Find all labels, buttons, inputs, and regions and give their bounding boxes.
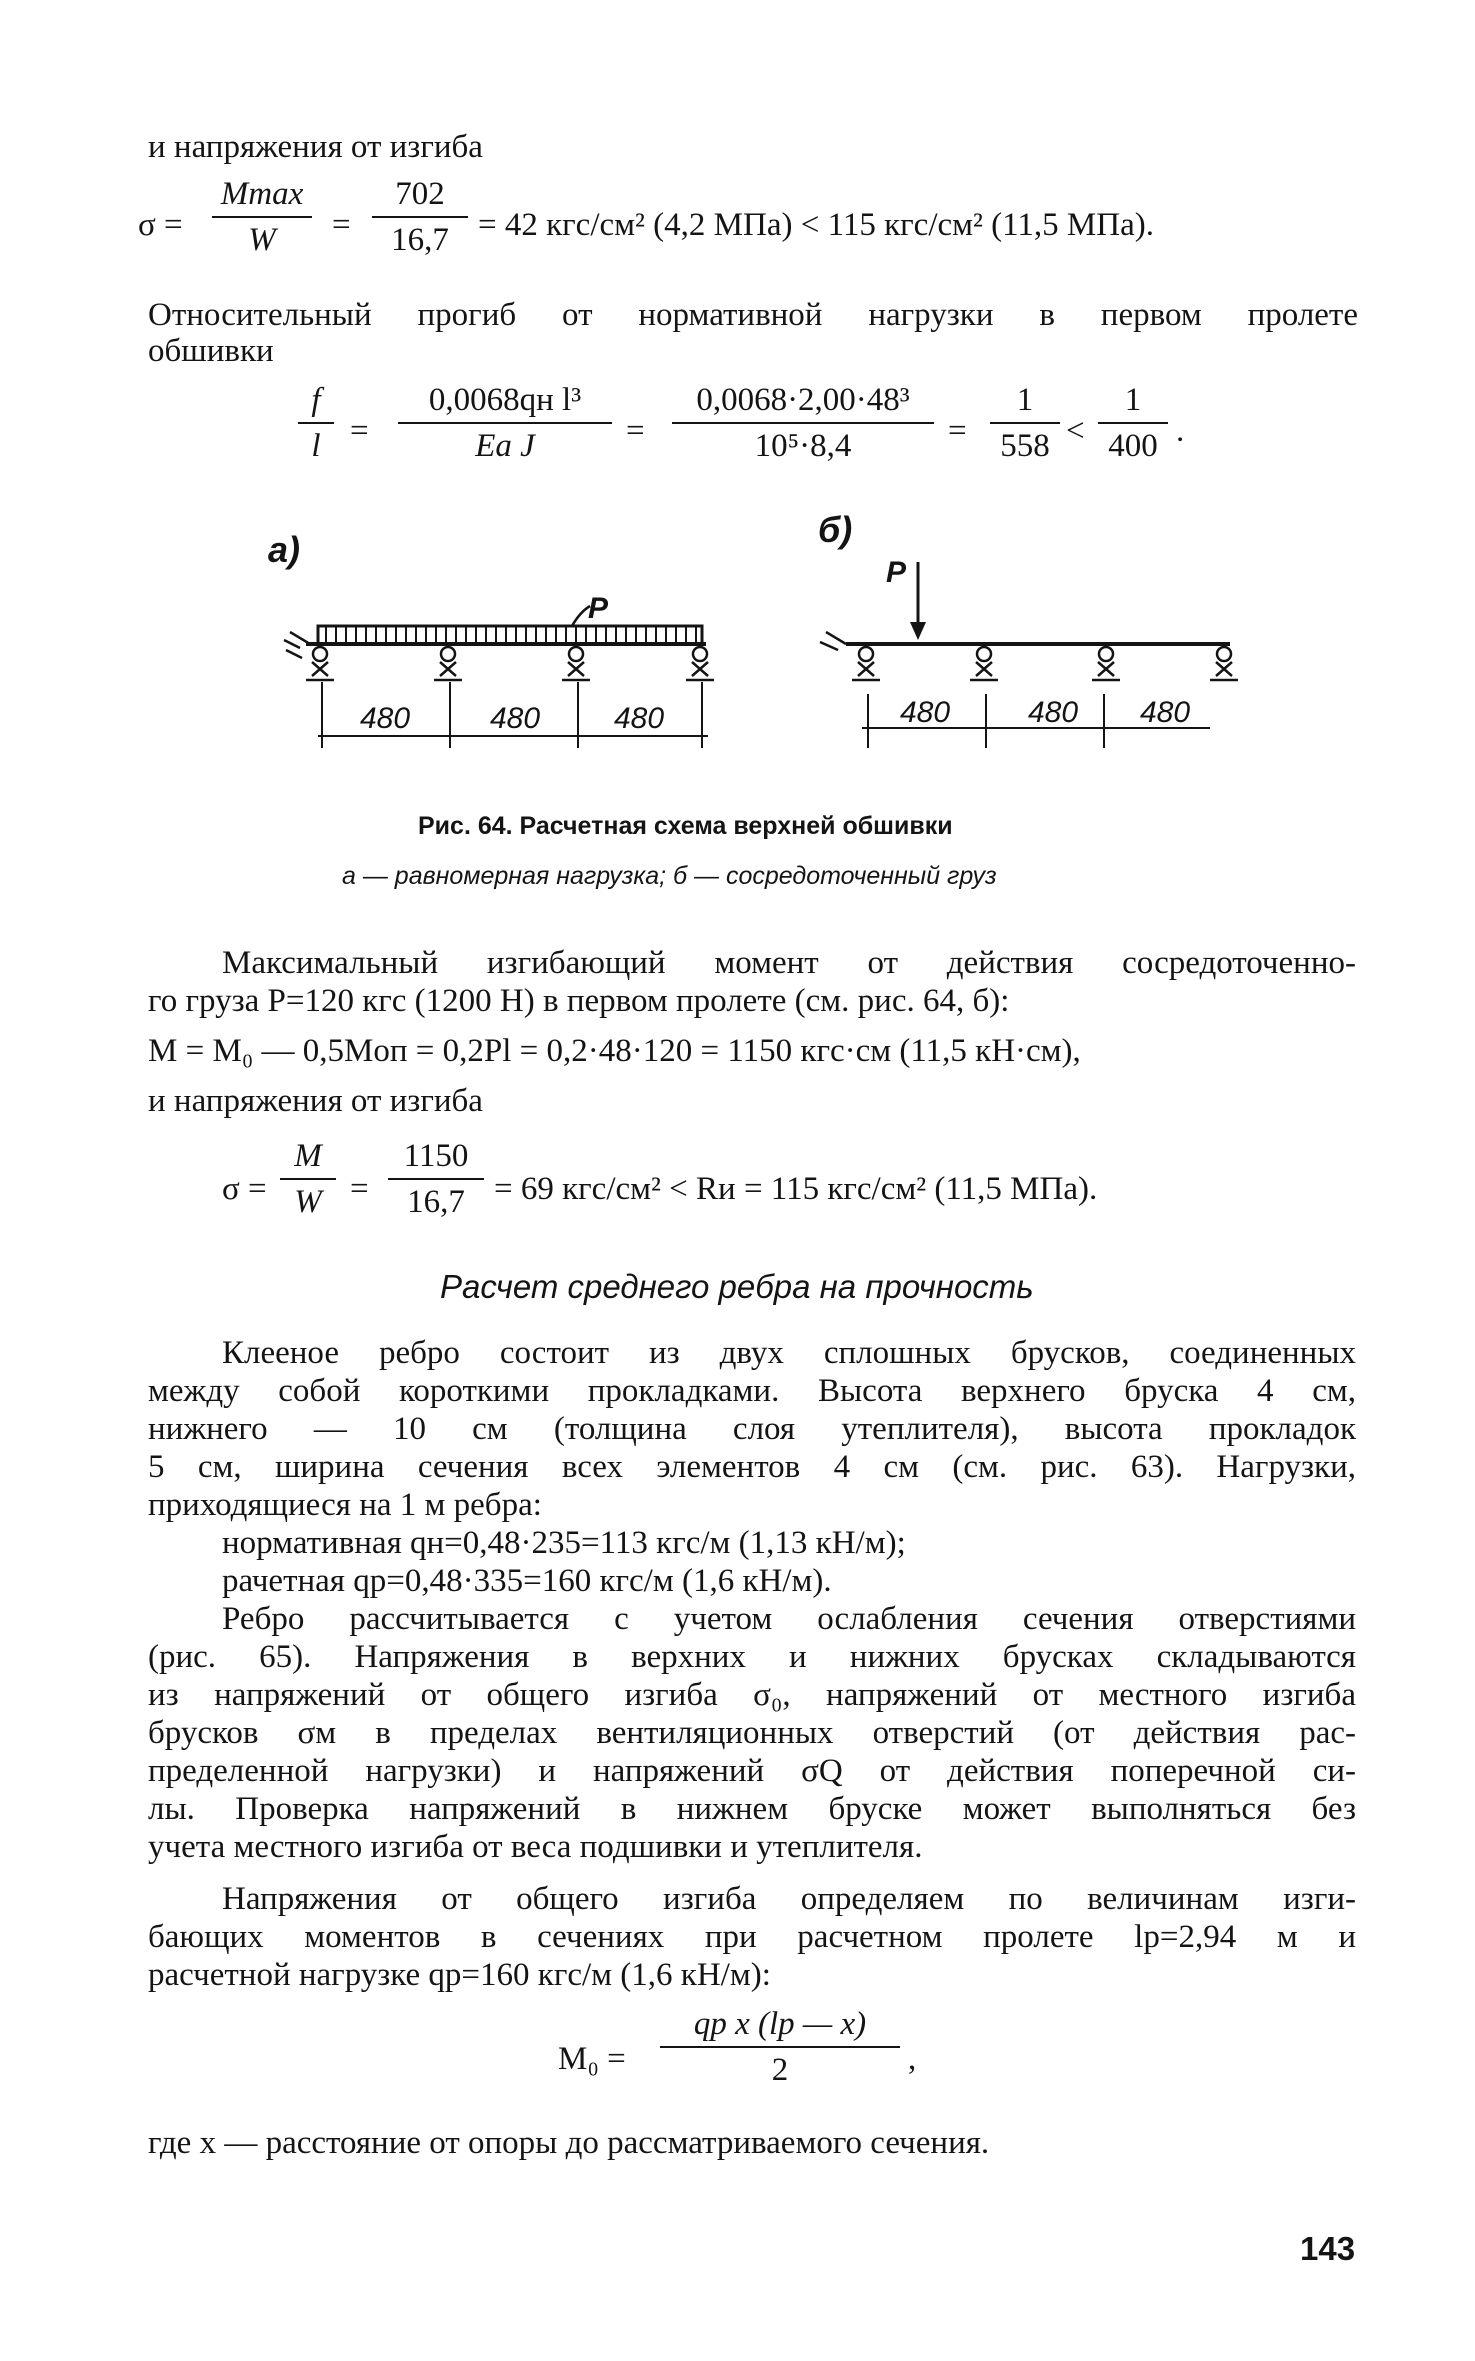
numerator: f [311, 382, 321, 418]
numerator: 702 [395, 176, 445, 212]
eq-end: . [1176, 413, 1185, 449]
label-a: а) [268, 529, 301, 570]
text-line: рачетная qр=0,48·335=160 кгс/м (1,6 кН/м). [222, 1563, 832, 1599]
fraction-bar [990, 422, 1060, 424]
text-line: нормативная qн=0,48·235=113 кгс/м (1,13 кН/м); [222, 1525, 906, 1561]
figure-beam-schemes [0, 500, 1475, 780]
numerator: qр x (lр — x) [693, 2006, 867, 2042]
text-line: го груза P=120 кгс (1200 Н) в первом пролете (см. рис. 64, б): [148, 983, 1010, 1019]
numerator: 0,0068·2,00·48³ [696, 382, 910, 418]
load-label-a: P [588, 592, 609, 625]
fraction [398, 382, 612, 464]
text-line: и напряжения от изгиба [148, 1083, 483, 1119]
fraction-bar [298, 422, 334, 424]
text-line: расчетной нагрузке qр=160 кгс/м (1,6 кН/м): [148, 1957, 771, 1993]
fraction-bar [398, 422, 612, 424]
text-line: Ребро рассчитывается с учетом ослабления сечения отверстиями [222, 1601, 1356, 1637]
fraction-bar [660, 2046, 900, 2048]
eq-rhs: = 42 кгс/см² (4,2 МПа) < 115 кгс/см² (11,5 МПа). [478, 207, 1154, 243]
supports-b [820, 632, 1238, 680]
arrow-head [910, 622, 926, 640]
fraction [388, 1138, 484, 1220]
numerator: 0,0068qн l³ [428, 382, 582, 418]
text-line: Напряжения от общего изгиба определяем по величинам изги- [222, 1881, 1356, 1917]
text-line: 5 см, ширина сечения всех элементов 4 см (см. рис. 63). Нагрузки, [148, 1449, 1356, 1485]
eq-sign: = [350, 1171, 369, 1207]
denominator: 558 [1000, 428, 1050, 464]
numerator: Mmax [220, 176, 304, 212]
eq-sign: = [948, 413, 967, 449]
text-line: бающих моментов в сечениях при расчетном пролете lр=2,94 м и [148, 1919, 1356, 1955]
text-line: нижнего — 10 см (толщина слоя утеплителя), высота прокладок [148, 1411, 1356, 1447]
load-hatching [326, 626, 696, 644]
fraction [372, 176, 468, 258]
formula-line: M = M₀ — 0,5Mоп = 0,2Pl = 0,2·48·120 = 1150 кгс·см (11,5 кН·см), [148, 1033, 1081, 1069]
section-heading: Расчет среднего ребра на прочность [440, 1268, 1034, 1305]
supports-a [284, 632, 714, 680]
text-line: лы. Проверка напряжений в нижнем бруске может выполняться без [148, 1791, 1356, 1827]
denominator: l [311, 428, 321, 464]
fraction-bar [672, 422, 934, 424]
text-line: пределенной нагрузки) и напряжений σQ от действия поперечной си- [148, 1753, 1356, 1789]
span-label: 480 [360, 702, 411, 735]
figure-subcaption: а — равномерная нагрузка; б — сосредоточенный груз [342, 862, 997, 890]
denominator: 10⁵·8,4 [754, 428, 852, 464]
numerator: M [294, 1138, 322, 1174]
fraction-bar [1098, 422, 1168, 424]
denominator: 400 [1108, 428, 1158, 464]
fraction-bar [388, 1178, 484, 1180]
denominator: W [248, 222, 276, 258]
span-label: 480 [1140, 696, 1191, 729]
eq-lhs: σ = [138, 207, 183, 243]
text-line: учета местного изгиба от веса подшивки и утеплителя. [148, 1829, 923, 1865]
text-line: обшивки [148, 333, 274, 369]
text-line: между собой короткими прокладками. Высота верхнего бруска 4 см, [148, 1373, 1356, 1409]
fraction [212, 176, 312, 258]
text-line: и напряжения от изгиба [148, 129, 483, 165]
span-label: 480 [490, 702, 541, 735]
eq-sign: = [350, 413, 369, 449]
label-b: б) [818, 509, 853, 550]
denominator: Eа J [475, 428, 535, 464]
denominator: 16,7 [407, 1184, 465, 1220]
fraction-bar [280, 1178, 336, 1180]
page-number: 143 [1300, 2230, 1356, 2267]
eq-lhs: M₀ = [558, 2041, 626, 2077]
text-line: Клееное ребро состоит из двух сплошных брусков, соединенных [222, 1335, 1356, 1371]
span-label: 480 [614, 702, 665, 735]
load-label-b: P [886, 556, 907, 589]
eq-sign: < [1066, 413, 1085, 449]
denominator: W [294, 1184, 322, 1220]
fraction-bar [372, 216, 468, 218]
text-line: Максимальный изгибающий момент от действия сосредоточенно- [222, 945, 1356, 981]
numerator: 1150 [403, 1138, 469, 1174]
text-line: брусков σм в пределах вентиляционных отверстий (от действия рас- [148, 1715, 1356, 1751]
span-label: 480 [1028, 696, 1079, 729]
span-label: 480 [900, 696, 951, 729]
numerator: 1 [1124, 382, 1142, 418]
text-line: (рис. 65). Напряжения в верхних и нижних брусках складываются [148, 1639, 1356, 1675]
text-line: из напряжений от общего изгиба σ₀, напряжений от местного изгиба [148, 1677, 1356, 1713]
fraction [672, 382, 934, 464]
text-line: приходящиеся на 1 м ребра: [148, 1487, 542, 1523]
denominator: 2 [771, 2052, 789, 2088]
eq-rhs: = 69 кгс/см² < Rи = 115 кгс/см² (11,5 МПа). [494, 1171, 1098, 1207]
fraction [298, 382, 334, 464]
text-line: Относительный прогиб от нормативной нагрузки в первом пролете [148, 297, 1358, 333]
fraction [990, 382, 1060, 464]
fraction [660, 2006, 900, 2088]
fraction [1098, 382, 1168, 464]
text-line: где x — расстояние от опоры до рассматриваемого сечения. [148, 2125, 990, 2161]
eq-end: , [908, 2041, 917, 2077]
fraction [280, 1138, 336, 1220]
eq-sign: = [332, 207, 351, 243]
fraction-bar [212, 216, 312, 218]
eq-lhs: σ = [222, 1171, 267, 1207]
figure-caption: Рис. 64. Расчетная схема верхней обшивки [418, 812, 953, 840]
numerator: 1 [1016, 382, 1034, 418]
denominator: 16,7 [391, 222, 449, 258]
eq-sign: = [626, 413, 645, 449]
